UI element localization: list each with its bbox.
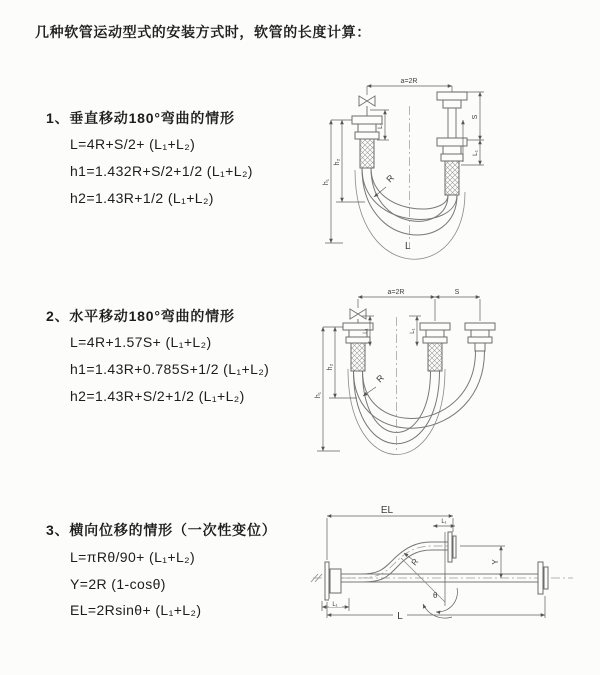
dim-label-h1: h₁	[323, 178, 330, 186]
braid-section	[351, 343, 365, 371]
dim-label-h1: h₁	[315, 391, 322, 399]
centerline	[311, 574, 573, 582]
dim-label-fitting-mid: L₁	[410, 328, 416, 334]
right-fitting	[465, 323, 495, 351]
radius-callout	[374, 172, 396, 197]
diagram-vertical-180-bend	[315, 70, 570, 265]
dim-label-fitting-left: L₁	[377, 123, 384, 129]
left-flange	[325, 562, 341, 600]
braid-section	[360, 139, 374, 168]
dim-label-span: a=2R	[400, 78, 418, 85]
dim-label-h2: h₂	[334, 158, 341, 166]
section-3-formula-EL: EL=2Rsinθ+ (L₁+L₂)	[70, 602, 202, 618]
dim-label-span: a=2R	[387, 289, 405, 296]
section-1-heading: 1、垂直移动180°弯曲的情形	[46, 110, 235, 126]
dimension-h1	[323, 120, 352, 243]
dimension-y	[460, 546, 505, 578]
dimension-fitting-mid	[409, 316, 421, 346]
diagram-lateral-displacement	[305, 502, 600, 660]
section-1-formula-h2: h2=1.43R+1/2 (L₁+L₂)	[70, 190, 214, 206]
hose-curves	[348, 351, 485, 455]
length-label: L	[405, 241, 411, 252]
section-2-formula-L: L=4R+1.57S+ (L₁+L₂)	[70, 334, 212, 350]
dim-label-travel: S	[472, 114, 479, 120]
dim-label-l: L	[397, 611, 403, 622]
section-2-formula-h1: h1=1.43R+0.785S+1/2 (L₁+L₂)	[70, 361, 270, 377]
dim-label-travel: S	[454, 289, 460, 296]
dimension-travel	[435, 289, 480, 321]
section-3-heading: 3、横向位移的情形（一次性变位）	[46, 522, 277, 538]
dimension-fitting-top	[433, 519, 455, 526]
hose-displaced-position	[341, 542, 448, 582]
section-3-formula-Y: Y=2R (1-cosθ)	[70, 576, 166, 592]
section-2-formula-h2: h2=1.43R+S/2+1/2 (L₁+L₂)	[70, 388, 245, 404]
section-1-formula-L: L=4R+S/2+ (L₁+L₂)	[70, 136, 196, 152]
braid-section	[428, 343, 442, 371]
right-flange	[538, 562, 548, 594]
angle-label: θ	[433, 591, 438, 600]
upper-flange	[448, 532, 456, 562]
section-1-formula-h1: h1=1.432R+S/2+1/2 (L₁+L₂)	[70, 163, 253, 179]
dim-label-y: Y	[491, 559, 500, 565]
middle-fitting	[420, 323, 450, 371]
braid-section	[445, 161, 459, 195]
section-3-formula-L: L=πRθ/90+ (L₁+L₂)	[70, 549, 196, 565]
dimension-el	[327, 505, 453, 560]
dim-label-fitting-left: L₁	[363, 328, 369, 334]
radius-label: R	[409, 557, 421, 568]
dim-label-fitting-right: L₁	[472, 150, 479, 156]
section-2-heading: 2、水平移动180°弯曲的情形	[46, 308, 235, 324]
dim-label-el: EL	[380, 505, 394, 516]
radius-label: R	[374, 372, 387, 385]
dim-label-fitting-left: L₁	[332, 602, 338, 608]
dimension-h1	[315, 327, 343, 451]
diagram-horizontal-180-bend	[312, 283, 570, 463]
page-title: 几种软管运动型式的安装方式时，软管的长度计算：	[35, 24, 371, 40]
dim-label-h2: h₂	[327, 363, 334, 371]
valve-icon	[359, 96, 375, 116]
right-fitting	[437, 92, 467, 195]
radius-label: R	[384, 172, 397, 185]
dim-label-fitting-top: L₁	[441, 519, 447, 525]
